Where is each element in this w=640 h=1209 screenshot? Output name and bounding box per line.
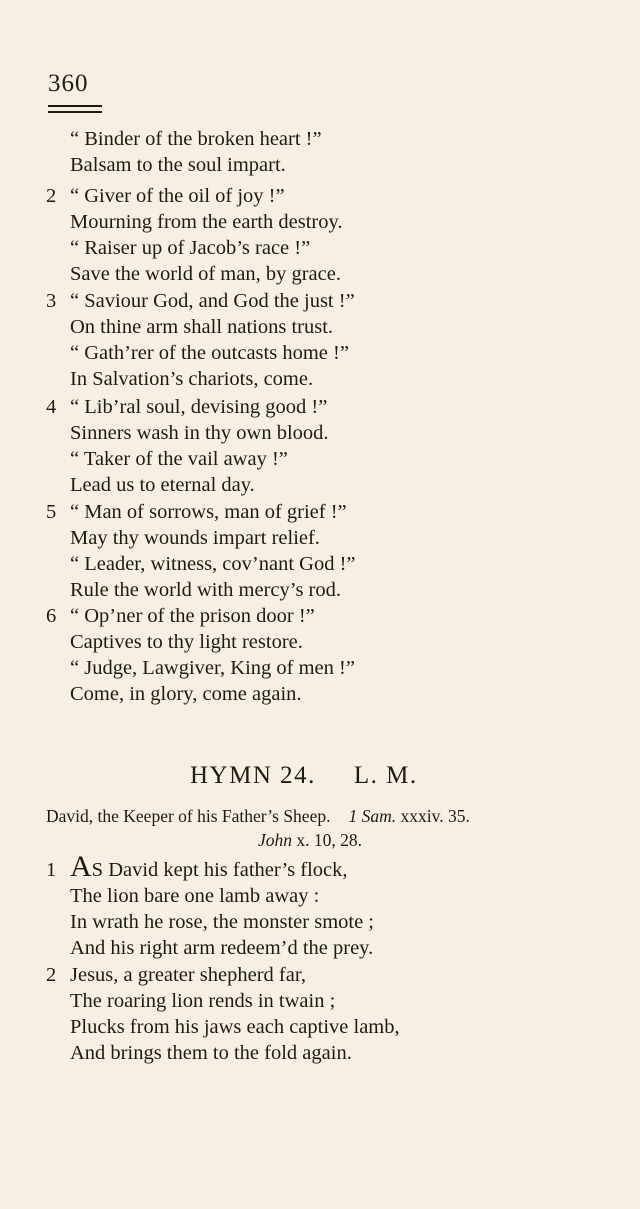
scripture-reference: [348, 806, 469, 826]
verse-line: In Salvation’s chariots, come.: [70, 368, 314, 390]
stanza-2: [0, 183, 640, 287]
hymn24-stanza-1: [0, 850, 640, 961]
verse-line: Save the world of man, by grace.: [70, 263, 341, 285]
stanza-6: [0, 603, 640, 707]
verse-line: Lead us to eternal day.: [70, 474, 255, 496]
scripture-reference-2: [258, 830, 362, 851]
verse-line: “ Man of sorrows, man of grief !”: [70, 501, 347, 523]
stanza-number: 2: [46, 964, 57, 986]
verse-line: In wrath he rose, the monster smote ;: [70, 911, 375, 933]
stanza-4: [0, 394, 640, 498]
page-number: 360: [48, 70, 89, 97]
verse-line: “ Binder of the broken heart !”: [70, 128, 322, 150]
continued-stanza: [0, 126, 640, 178]
stanza-number: 1: [46, 859, 57, 881]
verse-line: Sinners wash in thy own blood.: [70, 422, 329, 444]
verse-line: Jesus, a greater shepherd far,: [70, 964, 306, 986]
ref-chapter: x. 10, 28.: [292, 830, 363, 850]
verse-line: And his right arm redeem’d the prey.: [70, 937, 374, 959]
verse-line: “ Giver of the oil of joy !”: [70, 185, 285, 207]
verse-line: “ Saviour God, and God the just !”: [70, 290, 355, 312]
verse-line: And brings them to the fold again.: [70, 1042, 352, 1064]
stanza-5: [0, 499, 640, 603]
verse-line: “ Gath’rer of the outcasts home !”: [70, 342, 349, 364]
stanza-number: 3: [46, 290, 57, 312]
hymn24-stanza-2: [0, 962, 640, 1066]
verse-line: Plucks from his jaws each captive lamb,: [70, 1016, 400, 1038]
ref-book: 1 Sam.: [348, 806, 397, 826]
verse-line: Balsam to the soul impart.: [70, 154, 286, 176]
verse-line: The roaring lion rends in twain ;: [70, 990, 336, 1012]
subtitle-text: David, the Keeper of his Father’s Sheep.: [46, 806, 331, 826]
stanza-number: 6: [46, 605, 57, 627]
header-rule: [48, 105, 102, 107]
hymn-number: HYMN 24.: [190, 762, 316, 789]
hymn-title: [190, 762, 418, 790]
verse-line: [70, 850, 348, 883]
verse-line: Captives to thy light restore.: [70, 631, 303, 653]
stanza-number: 5: [46, 501, 57, 523]
verse-line: “ Leader, witness, cov’nant God !”: [70, 553, 356, 575]
verse-line: The lion bare one lamb away :: [70, 885, 320, 907]
verse-line: Mourning from the earth destroy.: [70, 211, 343, 233]
verse-line: “ Raiser up of Jacob’s race !”: [70, 237, 311, 259]
verse-line: “ Lib’ral soul, devising good !”: [70, 396, 328, 418]
verse-line: Rule the world with mercy’s rod.: [70, 579, 342, 601]
stanza-number: 4: [46, 396, 57, 418]
ref-chapter: xxxiv. 35.: [396, 806, 470, 826]
ref-book: John: [258, 830, 293, 850]
hymn-meter: L. M.: [353, 762, 418, 789]
header-rule-2: [48, 111, 102, 113]
hymn-subtitle: [46, 806, 470, 827]
stanza-number: 2: [46, 185, 57, 207]
verse-line: “ Taker of the vail away !”: [70, 448, 288, 470]
verse-line: May thy wounds impart relief.: [70, 527, 320, 549]
verse-line: Come, in glory, come again.: [70, 683, 302, 705]
first-line-rest: S David kept his father’s flock,: [91, 859, 348, 881]
verse-line: “ Judge, Lawgiver, King of men !”: [70, 657, 355, 679]
verse-line: On thine arm shall nations trust.: [70, 316, 334, 338]
drop-cap: A: [70, 850, 92, 883]
verse-line: “ Op’ner of the prison door !”: [70, 605, 315, 627]
stanza-3: [0, 288, 640, 392]
